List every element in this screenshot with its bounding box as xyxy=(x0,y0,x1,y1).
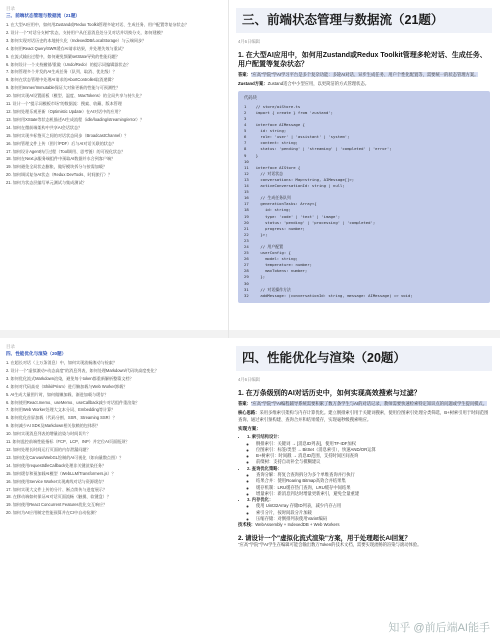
impl-item: ◦ 前缀树：支持自动补全与模糊建议 xyxy=(256,459,490,465)
watermark: 知乎 @前后端AI能手 xyxy=(388,622,490,634)
toc-item[interactable]: 15. 如何缓存和预加载AI模型（WebLLM/Transformers.js）？ xyxy=(6,470,116,476)
impl-item: ◦ 增量索引：新消息到达时增量更新索引，避免全量重建 xyxy=(256,491,490,497)
code-line: 21 progress: number; xyxy=(244,225,305,231)
toc-item[interactable]: 1. 在大型AI应用中，如何用Zustand或Redux Toolkit管理多轮对话、生成任务、用户配置等复杂状态？ xyxy=(6,22,189,27)
code-block-title: 代码块 xyxy=(244,94,257,100)
impl-item: ◦ 压缩存储：对倒排列表使用Varint编码 xyxy=(256,516,490,522)
core-label: 核心思路： xyxy=(238,410,260,416)
toc-list xyxy=(6,21,222,187)
code-line: 16 // 生成任务队列 xyxy=(244,195,291,201)
question-title: 1. 在大型AI应用中，如何用Zustand或Redux Toolkit管理多轮对话、生成任务、用户配置等复杂状态？ xyxy=(238,52,487,68)
toc-item[interactable]: 6. 如何使用React.memo、useMemo、useCallback减少对话组件重渲染？ xyxy=(6,399,140,405)
code-line: 6 role: 'user' | 'assistant' | 'system'; xyxy=(244,134,350,140)
core-paragraph xyxy=(238,410,490,423)
toc-item[interactable]: 16. 如何使用Service Worker实现离线对话与资源缓存？ xyxy=(6,478,107,484)
toc-item[interactable]: 4. 如何用React Query/SWR缓存AI请求结果，并处理失效与重试？ xyxy=(6,45,126,51)
toc-item[interactable]: 15. 如何实现多标签页之间的对话状态同步（BroadcastChannel）？ xyxy=(6,132,129,138)
impl-item: ◦ B+树索引：时间戳 → 消息ID范围，支持时间区间查询 xyxy=(256,453,490,459)
answer-label: 答案： xyxy=(238,72,251,77)
toc-item[interactable]: 3. 如何实现对话历史的本地持久化（IndexedDB/LocalStorage）与云端同步？ xyxy=(6,37,147,43)
answer-text: "应高"学院"学AI学习平台是多个复杂功能：多轮AI对话、异步生成任务、用户个性化配置等，需要统一的状态管理方案。 xyxy=(250,72,479,77)
edit-date: 4月6日编辑 xyxy=(238,377,260,382)
toc-panel-performance xyxy=(0,338,228,641)
code-line: 3 xyxy=(244,116,247,121)
impl-item: ◦ 索引分片，按时间段分片加载 xyxy=(256,510,490,516)
toc-panel-state-management xyxy=(0,0,228,330)
toc-item[interactable]: 8. 如何在状态管理中处理AI请求的AbortController取消逻辑？ xyxy=(6,77,116,83)
toc-item[interactable]: 11. 设计一个"提示词模板市场"的数据流：搜索、收藏、版本管理 xyxy=(6,101,122,107)
toc-item[interactable]: 17. 如何实现大文件上传的分片、断点续传与进度展示？ xyxy=(6,486,107,492)
code-line: 18 id: string; xyxy=(244,207,291,213)
code-line: 27 temperature: number; xyxy=(244,262,312,268)
toc-item[interactable]: 19. 如何避免全局状态膨胀，做好模块拆分与按需加载？ xyxy=(6,164,107,170)
impl-item: ◦ 位图索引：标签/类型 → BitSet（消息索引），快速AND/OR运算 xyxy=(256,447,490,453)
code-line: 8 status: 'pending' | 'streaming' | 'completed' | 'error'; xyxy=(244,146,392,152)
code-line: 26 model: string; xyxy=(244,256,298,262)
toc-item[interactable]: 3. 如何优化流式Markdown渲染，避免每个token都重新解析整篇文档？ xyxy=(6,375,134,381)
tech-paragraph xyxy=(238,522,490,528)
code-line: 5 id: string; xyxy=(244,128,287,134)
code-line: 30 xyxy=(244,280,249,286)
toc-item[interactable]: 5. AI生成大量图片时，如何做懒加载、渐进加载与缓存？ xyxy=(6,391,109,397)
impl-group-title: 1. 索引结构设计： xyxy=(247,434,282,440)
next-question-text: "应高"学院"学AI学生在编辑可能会输出数万Token的技术文档，需要实现流畅的渲染与滚动体验。 xyxy=(238,541,422,547)
toc-item[interactable]: 6. 如何设计一个支持撤销/重做（Undo/Redo）的提示词编辑器状态？ xyxy=(6,61,131,67)
toc-item[interactable]: 16. 如何管理文件上传（图片/PDF）后与AI对话关联的状态？ xyxy=(6,140,117,146)
code-line: 23 xyxy=(244,237,249,243)
toc-item[interactable]: 13. 如何优化Canvas/WebGL绘制的AI可视化（如向量散点图）？ xyxy=(6,454,124,460)
toc-section-title[interactable]: 三、前端状态管理与数据流（21题） xyxy=(6,13,81,18)
toc-item[interactable]: 18. 如何在Next.js服务端组件中预取AI数据并水合到客户端？ xyxy=(6,156,116,162)
answer-label: 答案： xyxy=(238,401,251,406)
code-line: 19 type: 'code' | 'text' | 'image'; xyxy=(244,213,341,219)
edit-date: 4月6日编辑 xyxy=(238,39,260,44)
code-line: 32 addMessage: (conversationId: string, message: AIMessage) => void; xyxy=(244,292,413,298)
toc-item[interactable]: 14. 如何在微前端架构中共享AI会话状态？ xyxy=(6,124,83,130)
toc-item[interactable]: 18. 在移动端如何保证AI对话页面流畅（触摸、软键盘）？ xyxy=(6,494,111,500)
code-line: 28 maxTokens: number; xyxy=(244,268,308,274)
impl-item: ◦ 倒排索引：关键词 → [消息ID列表]，使用TF-IDF加权 xyxy=(256,441,490,447)
article-panel-state-management xyxy=(228,0,500,330)
toc-mark: 目录 xyxy=(6,6,15,11)
impl-group-title: 2. 查询优化策略： xyxy=(247,465,282,471)
zustand-label: Zustand方案： xyxy=(238,81,268,87)
impl-label: 实现方案： xyxy=(238,426,261,432)
impl-item: ◦ 缓存机制：LRU缓存热门查询，LRU缓存中间结果 xyxy=(256,485,490,491)
toc-item[interactable]: 11. 如何监控前端性能指标（FCP、LCP、INP）并定位AI页面瓶颈？ xyxy=(6,439,130,445)
code-line: 20 status: 'pending' | 'processing' | 'completed'; xyxy=(244,219,376,225)
code-block[interactable] xyxy=(238,91,490,303)
toc-item[interactable]: 7. 如何管理多个并发的AI生成任务（队列、取消、优先级）？ xyxy=(6,69,117,75)
toc-item[interactable]: 9. 如何用Immer/Immutable保证大对象更新的性能与可预测性？ xyxy=(6,85,121,91)
code-line: 24 // 用户配置 xyxy=(244,243,283,249)
code-line: 2 import { create } from 'zustand'; xyxy=(244,109,334,115)
toc-item[interactable]: 17. 如何设计Agent执行过程（Tool调用、思考链）的可视化状态？ xyxy=(6,148,126,154)
zustand-paragraph xyxy=(238,81,490,87)
toc-item[interactable]: 10. 如何实现AI设置面板（模型、温度、MaxTokens）的全局共享与持久化？ xyxy=(6,93,144,99)
answer-paragraph xyxy=(238,72,490,78)
article-title: 四、性能优化与渲染（20题） xyxy=(236,346,492,371)
impl-group xyxy=(247,466,490,497)
answer-paragraph xyxy=(238,401,490,407)
section-divider xyxy=(0,330,500,338)
code-line: 14 activeConversationId: string | null; xyxy=(244,183,345,189)
question-title: 1. 在万条级别的AI对话历史中，如何实现高效搜索与过滤？ xyxy=(238,390,421,397)
next-question-title: 2. 请设计一个"虚拟化流式渲染"方案，用于处理超长AI回复？ xyxy=(238,534,411,542)
tech-label: 技术栈： xyxy=(238,522,256,528)
toc-mark: 目录 xyxy=(6,344,15,349)
impl-list xyxy=(238,434,490,522)
article-title: 三、前端状态管理与数据流（21题） xyxy=(236,8,492,33)
toc-list xyxy=(6,359,222,517)
toc-item[interactable]: 14. 如何使用requestIdleCallback处理非关键渲染任务？ xyxy=(6,462,107,468)
code-line: 11 interface AIStore { xyxy=(244,164,301,170)
toc-item[interactable]: 21. 如何为状态层编写单元测试与集成测试？ xyxy=(6,180,87,186)
code-line: 22 }>; xyxy=(244,231,268,237)
zustand-text: Zustand适合中小型应用，以更简洁的方式管理状态。 xyxy=(267,81,370,87)
toc-item[interactable]: 9. 如何减少AI SDK及Markdown相关依赖的包体积？ xyxy=(6,423,101,429)
toc-item[interactable]: 2. 设计一个"虚拟滚动+动态高度"的消息列表，如何处理Markdown/代码块高度变化？ xyxy=(6,367,159,373)
code-content xyxy=(244,104,484,299)
code-line: 25 userConfig: { xyxy=(244,250,291,256)
code-line: 7 content: string; xyxy=(244,140,298,146)
article-panel-performance xyxy=(228,338,500,641)
answer-text: "应高"学院"学AI编程辅导系统需要积累了数万条学生与AI的对话记录，教师需要快速检索特定知识点的问题或学生提问模式。 xyxy=(250,401,488,406)
toc-item[interactable]: 10. 如何实现消息列表的增量渲染与时间切片？ xyxy=(6,431,91,437)
impl-group xyxy=(247,497,490,522)
core-text: 采用多维索引架构与内存计算优化。建立倒排索引用于关键词搜索，使用位图索引处理分类筛选，B+树索引用于时间范围查询。通过索引预构建、查询合并和结果缓存，实现毫秒级搜索响应。 xyxy=(238,410,489,422)
code-line: 4 interface AIMessage { xyxy=(244,122,305,128)
toc-item[interactable]: 12. 如何处理长时间运行页面的内存泄漏问题？ xyxy=(6,446,91,452)
toc-item[interactable]: 20. 如何调试复杂AI状态（Redux DevTools、时间旅行）？ xyxy=(6,172,113,178)
code-line: 15 xyxy=(244,189,249,195)
toc-item[interactable]: 20. 如何为AI应用制定性能预算并在CI中自动检测？ xyxy=(6,510,99,516)
code-line: 17 generationTasks: Array<{ xyxy=(244,201,317,207)
toc-item[interactable]: 1. 在超长对话（上万条消息）中，如何实现流畅滚动与检索？ xyxy=(6,360,117,365)
impl-item: ◦ 使用 Uint32Array 存储ID列表，减少内存占用 xyxy=(256,503,490,509)
toc-item[interactable]: 4. 如何对代码高亮（Shiki/Prism）进行懒加载与Web Worker卸载？ xyxy=(6,383,128,389)
toc-item[interactable]: 12. 如何处理乐观更新（Optimistic Update）在AI对话中的应用？ xyxy=(6,108,123,114)
code-line: 9 } xyxy=(244,152,259,158)
tech-text: WebAssembly + IndexedDB + Web Workers xyxy=(255,522,340,528)
toc-section-title[interactable]: 四、性能优化与渲染（20题） xyxy=(6,351,67,356)
toc-item[interactable]: 13. 如何用XState等状态机描述AI生成流程（idle/loading/streaming/error）？ xyxy=(6,116,145,122)
code-line: 12 // 对话状态 xyxy=(244,170,283,176)
code-line: 13 conversations: Map<string, AIMessage[]>; xyxy=(244,176,355,182)
impl-group xyxy=(247,434,490,465)
code-line: 10 xyxy=(244,158,249,164)
code-line: 29 }; xyxy=(244,274,266,280)
toc-item[interactable]: 8. 如何优化首屏加载（代码分割、SSR、Streaming SSR）？ xyxy=(6,415,117,421)
toc-item[interactable]: 7. 如何用Web Worker处理大文本分词、Embedding等计算？ xyxy=(6,407,116,413)
toc-item[interactable]: 5. 在流式输出过程中，如何避免频繁setState导致的性能问题？ xyxy=(6,53,120,59)
code-line: 31 // 对话操作方法 xyxy=(244,286,291,292)
impl-item: ◦ 结果合并：使用Roaring Bitmap高效合并结果集 xyxy=(256,478,490,484)
impl-item: ◦ 查询分解：将复合查询拆分为多个单维查询并行执行 xyxy=(256,472,490,478)
impl-group-title: 3. 内存优化： xyxy=(247,497,274,503)
toc-item[interactable]: 2. 设计一个"对话分支树"状态，支持用户从任意消息处分叉对话并切换分支，如何建模？ xyxy=(6,29,165,35)
code-line: 1 // store/aiStore.ts xyxy=(244,103,301,109)
toc-item[interactable]: 19. 如何使用React Concurrent Features优化交互响应？ xyxy=(6,502,108,508)
